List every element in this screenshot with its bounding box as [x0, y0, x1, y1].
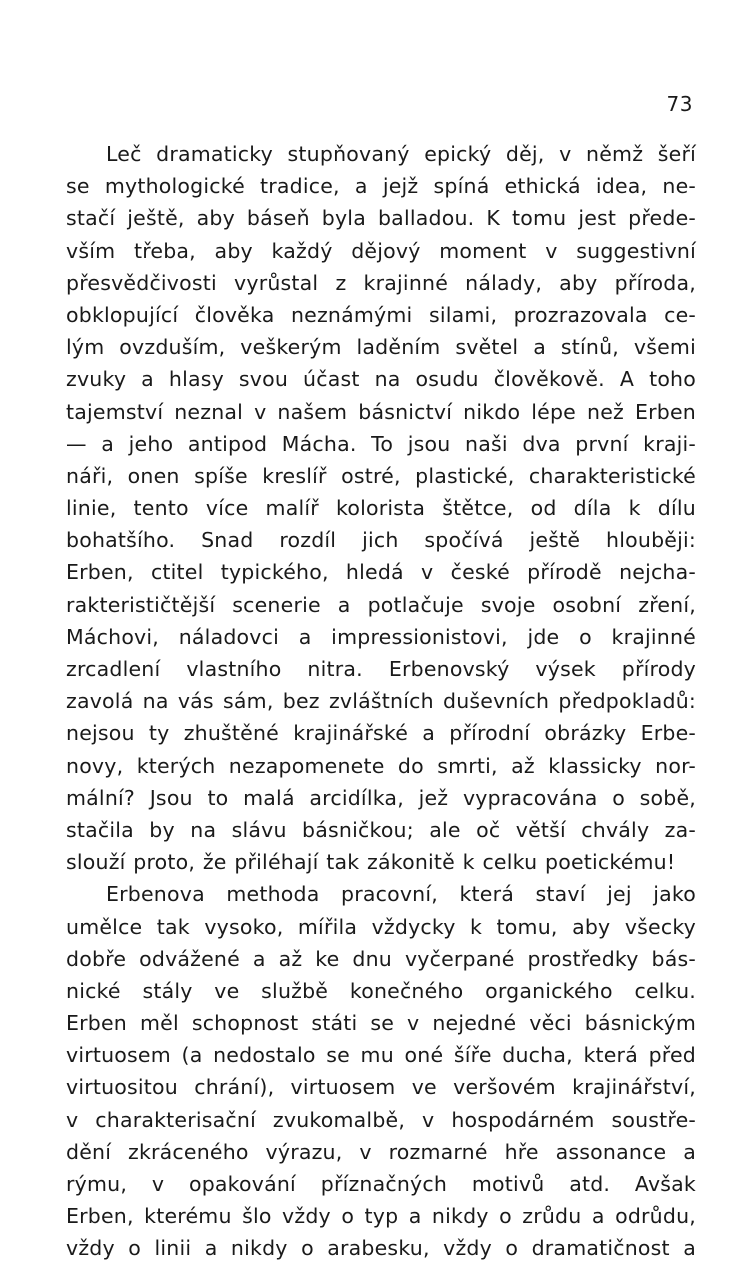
- text-line: v charakterisační zvukomalbě, v hospodárném soustře-: [66, 1107, 696, 1132]
- text-line: — a jeho antipod Mácha. To jsou naši dva první kraji-: [66, 431, 696, 456]
- text-line: dění zkráceného výrazu, v rozmarné hře assonance a: [66, 1139, 696, 1164]
- text-line: zavolá na vás sám, bez zvláštních duševních předpokladů:: [66, 689, 696, 714]
- text-line: linie, tento více malíř kolorista štětce, od díla k dílu: [66, 496, 696, 521]
- text-line: rakterističtější scenerie a potlačuje svoje osobní zření,: [66, 592, 696, 617]
- text-line: přesvědčivosti vyrůstal z krajinné nálady, aby příroda,: [66, 270, 696, 295]
- text-line: virtuosem (a nedostalo se mu oné šíře ducha, která před: [66, 1043, 696, 1068]
- text-line: se mythologické tradice, a jejž spíná ethická idea, ne-: [66, 174, 696, 199]
- text-line: nické stály ve službě konečného organického celku.: [66, 978, 696, 1003]
- text-line: vším třeba, aby každý dějový moment v suggestivní: [66, 238, 696, 263]
- text-line: Máchovi, náladovci a impressionistovi, jde o krajinné: [66, 624, 696, 649]
- text-line: Erben měl schopnost státi se v nejedné věci básnickým: [66, 1011, 696, 1036]
- text-line: rýmu, v opakování příznačných motivů atd. Avšak: [66, 1172, 696, 1196]
- text-line: vždy o linii a nikdy o arabesku, vždy o dramatičnost a: [66, 1236, 696, 1261]
- text-line: Leč dramaticky stupňovaný epický děj, v němž šeří: [106, 142, 696, 166]
- text-line: tajemství neznal v našem básnictví nikdo lépe než Erben: [66, 399, 696, 424]
- text-line: lým ovzduším, veškerým laděním světel a stínů, všemi: [66, 335, 696, 360]
- text-line: zrcadlení vlastního nitra. Erbenovský výsek přírody: [66, 657, 696, 681]
- text-line: Erben, ctitel typického, hledá v české přírodě nejcha-: [66, 560, 696, 585]
- text-line: Erben, kterému šlo vždy o typ a nikdy o zrůdu a odrůdu,: [66, 1204, 696, 1229]
- body-text: [66, 138, 696, 1265]
- text-line: Erbenova methoda pracovní, která staví jej jako: [106, 882, 696, 907]
- text-line: zvuky a hlasy svou účast na osudu člověkově. A toho: [66, 367, 696, 392]
- text-line: mální? Jsou to malá arcidílka, jež vypracována o sobě,: [66, 785, 696, 810]
- text-line: obklopující člověka neznámými silami, prozrazovala ce-: [66, 302, 696, 327]
- text-line: náři, onen spíše kreslíř ostré, plastické, charakteristické: [66, 463, 696, 488]
- text-line: dobře odvážené a až ke dnu vyčerpané prostředky bás-: [66, 946, 696, 971]
- text-line: stačí ještě, aby báseň byla balladou. K tomu jest přede-: [66, 206, 696, 231]
- text-line: stačila by na slávu básničkou; ale oč větší chvály za-: [66, 817, 696, 842]
- text-line: slouží proto, že přiléhají tak zákonitě k celku poetickému!: [66, 850, 676, 875]
- text-line: bohatšího. Snad rozdíl jich spočívá ještě hlouběji:: [66, 528, 696, 553]
- text-line: novy, kterých nezapomenete do smrti, až klassicky nor-: [66, 753, 696, 778]
- text-line: virtuositou chrání), virtuosem ve veršovém krajinářství,: [66, 1075, 696, 1100]
- text-line: umělce tak vysoko, mířila vždycky k tomu, aby všecky: [66, 914, 696, 939]
- page-number: 73: [666, 92, 693, 116]
- text-line: nejsou ty zhuštěné krajinářské a přírodní obrázky Erbe-: [66, 721, 696, 746]
